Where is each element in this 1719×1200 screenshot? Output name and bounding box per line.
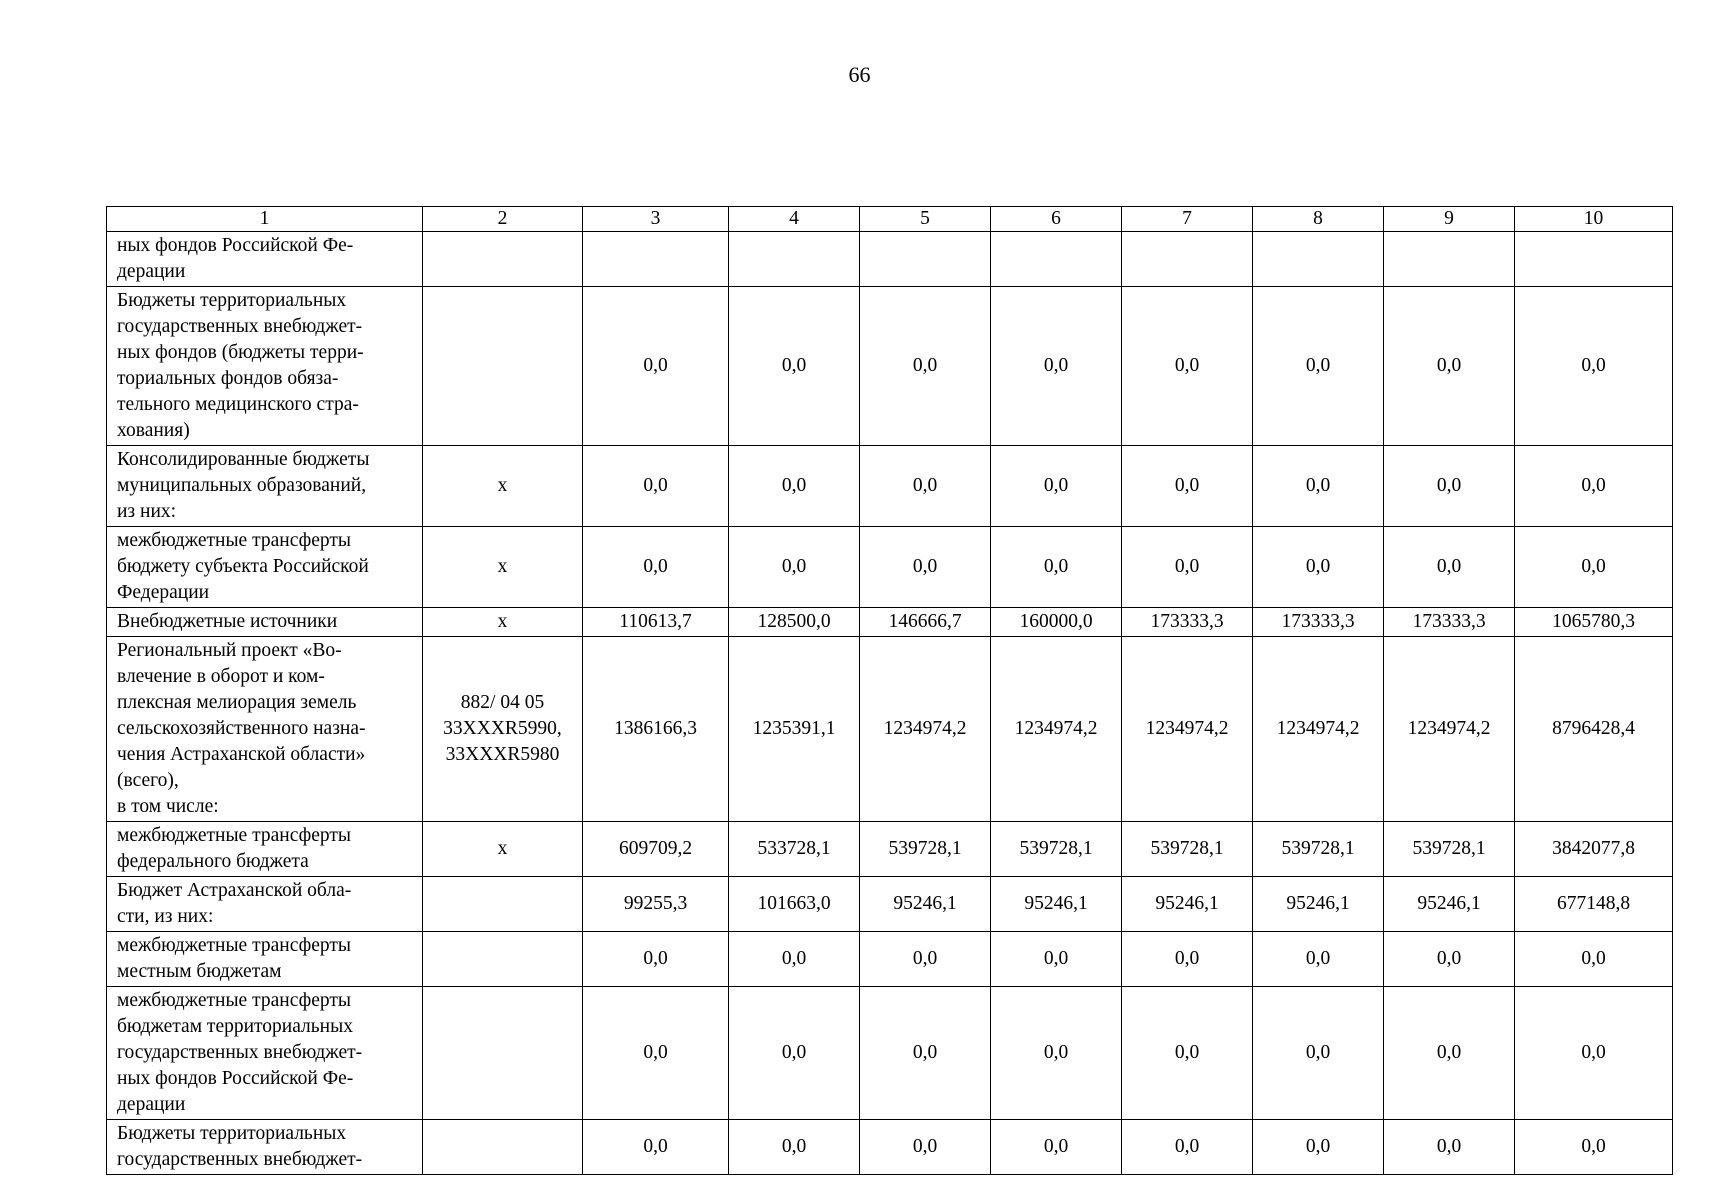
value-cell: 95246,1 <box>991 877 1122 932</box>
row-code <box>423 1120 583 1175</box>
value-cell: 1235391,1 <box>729 637 860 822</box>
value-cell: 0,0 <box>1384 527 1515 608</box>
value-cell: 0,0 <box>1515 1120 1673 1175</box>
row-code: x <box>423 608 583 637</box>
column-number: 4 <box>729 207 860 232</box>
row-name: ных фондов Российской Фе- дерации <box>107 232 423 287</box>
value-cell: 0,0 <box>1515 446 1673 527</box>
value-cell <box>860 232 991 287</box>
row-name: Бюджеты территориальных государственных внебюджет- ных фондов (бюджеты терри- ториальных фондов обяза- тельного медицинского стра- хования) <box>107 287 423 446</box>
value-cell: 101663,0 <box>729 877 860 932</box>
value-cell: 0,0 <box>1515 932 1673 987</box>
value-cell: 0,0 <box>991 527 1122 608</box>
value-cell <box>1253 232 1384 287</box>
value-cell: 609709,2 <box>583 822 729 877</box>
table-row <box>107 527 1673 608</box>
value-cell: 0,0 <box>1122 932 1253 987</box>
value-cell: 0,0 <box>991 932 1122 987</box>
value-cell: 0,0 <box>1515 527 1673 608</box>
row-name: Внебюджетные источники <box>107 608 423 637</box>
row-name: межбюджетные трансферты бюджетам территориальных государственных внебюджет- ных фондов Российской Фе- дерации <box>107 987 423 1120</box>
value-cell <box>729 232 860 287</box>
table-row <box>107 822 1673 877</box>
row-name: Бюджеты территориальных государственных внебюджет- <box>107 1120 423 1175</box>
value-cell: 539728,1 <box>860 822 991 877</box>
column-number: 6 <box>991 207 1122 232</box>
column-number: 10 <box>1515 207 1673 232</box>
value-cell: 95246,1 <box>1122 877 1253 932</box>
value-cell: 0,0 <box>860 1120 991 1175</box>
value-cell: 1234974,2 <box>1122 637 1253 822</box>
value-cell: 0,0 <box>1384 987 1515 1120</box>
row-code <box>423 932 583 987</box>
value-cell <box>1122 232 1253 287</box>
value-cell: 0,0 <box>860 287 991 446</box>
row-name: Региональный проект «Во- влечение в оборот и ком- плексная мелиорация земель сельскохозяйственного назна- чения Астраханской области» (всего), в том числе: <box>107 637 423 822</box>
budget-table <box>106 206 1673 1175</box>
table-row <box>107 987 1673 1120</box>
row-code <box>423 287 583 446</box>
column-number: 9 <box>1384 207 1515 232</box>
value-cell: 173333,3 <box>1253 608 1384 637</box>
value-cell: 0,0 <box>729 1120 860 1175</box>
value-cell: 0,0 <box>1253 527 1384 608</box>
value-cell: 0,0 <box>1122 527 1253 608</box>
row-name: Консолидированные бюджеты муниципальных образований, из них: <box>107 446 423 527</box>
value-cell: 1234974,2 <box>1384 637 1515 822</box>
row-name: межбюджетные трансферты местным бюджетам <box>107 932 423 987</box>
value-cell: 1065780,3 <box>1515 608 1673 637</box>
value-cell <box>583 232 729 287</box>
value-cell: 539728,1 <box>1253 822 1384 877</box>
table-row <box>107 932 1673 987</box>
value-cell: 110613,7 <box>583 608 729 637</box>
value-cell: 0,0 <box>1253 446 1384 527</box>
value-cell: 0,0 <box>860 527 991 608</box>
value-cell: 0,0 <box>1515 287 1673 446</box>
value-cell: 0,0 <box>583 987 729 1120</box>
value-cell: 95246,1 <box>1384 877 1515 932</box>
value-cell: 0,0 <box>729 932 860 987</box>
value-cell: 1234974,2 <box>860 637 991 822</box>
value-cell: 0,0 <box>860 446 991 527</box>
value-cell: 539728,1 <box>1384 822 1515 877</box>
value-cell: 0,0 <box>729 287 860 446</box>
value-cell: 128500,0 <box>729 608 860 637</box>
value-cell: 95246,1 <box>1253 877 1384 932</box>
value-cell: 0,0 <box>860 987 991 1120</box>
row-name: межбюджетные трансферты федерального бюджета <box>107 822 423 877</box>
value-cell: 0,0 <box>1122 1120 1253 1175</box>
table-row <box>107 1120 1673 1175</box>
table-row <box>107 232 1673 287</box>
column-number: 1 <box>107 207 423 232</box>
value-cell: 0,0 <box>729 527 860 608</box>
value-cell: 0,0 <box>583 932 729 987</box>
table-row <box>107 446 1673 527</box>
value-cell <box>1515 232 1673 287</box>
value-cell: 539728,1 <box>991 822 1122 877</box>
value-cell: 0,0 <box>991 1120 1122 1175</box>
value-cell: 3842077,8 <box>1515 822 1673 877</box>
value-cell: 0,0 <box>1122 987 1253 1120</box>
table-row <box>107 637 1673 822</box>
value-cell <box>991 232 1122 287</box>
value-cell: 0,0 <box>1384 287 1515 446</box>
value-cell: 1386166,3 <box>583 637 729 822</box>
column-number: 5 <box>860 207 991 232</box>
table-row <box>107 287 1673 446</box>
value-cell: 0,0 <box>991 446 1122 527</box>
column-number: 2 <box>423 207 583 232</box>
table-row <box>107 877 1673 932</box>
value-cell: 99255,3 <box>583 877 729 932</box>
value-cell: 146666,7 <box>860 608 991 637</box>
value-cell: 0,0 <box>1253 287 1384 446</box>
value-cell: 0,0 <box>1515 987 1673 1120</box>
value-cell: 173333,3 <box>1384 608 1515 637</box>
value-cell: 0,0 <box>1253 932 1384 987</box>
row-code: x <box>423 527 583 608</box>
value-cell: 0,0 <box>991 987 1122 1120</box>
value-cell: 0,0 <box>1253 987 1384 1120</box>
row-code <box>423 987 583 1120</box>
value-cell: 539728,1 <box>1122 822 1253 877</box>
value-cell: 533728,1 <box>729 822 860 877</box>
value-cell: 0,0 <box>1122 287 1253 446</box>
value-cell: 173333,3 <box>1122 608 1253 637</box>
row-code: 882/ 04 05 33XXXR5990, 33XXXR5980 <box>423 637 583 822</box>
column-number: 3 <box>583 207 729 232</box>
row-code <box>423 232 583 287</box>
value-cell: 0,0 <box>1122 446 1253 527</box>
value-cell: 0,0 <box>1253 1120 1384 1175</box>
row-code: x <box>423 822 583 877</box>
table-row <box>107 608 1673 637</box>
value-cell: 0,0 <box>583 287 729 446</box>
value-cell: 677148,8 <box>1515 877 1673 932</box>
value-cell: 0,0 <box>729 987 860 1120</box>
value-cell: 0,0 <box>583 527 729 608</box>
row-name: межбюджетные трансферты бюджету субъекта Российской Федерации <box>107 527 423 608</box>
value-cell: 0,0 <box>583 1120 729 1175</box>
column-number-row <box>107 207 1673 232</box>
value-cell <box>1384 232 1515 287</box>
column-number: 8 <box>1253 207 1384 232</box>
value-cell: 0,0 <box>1384 932 1515 987</box>
row-name: Бюджет Астраханской обла- сти, из них: <box>107 877 423 932</box>
column-number: 7 <box>1122 207 1253 232</box>
value-cell: 0,0 <box>583 446 729 527</box>
value-cell: 160000,0 <box>991 608 1122 637</box>
value-cell: 1234974,2 <box>991 637 1122 822</box>
page-number: 66 <box>848 62 871 87</box>
value-cell: 0,0 <box>1384 446 1515 527</box>
value-cell: 8796428,4 <box>1515 637 1673 822</box>
value-cell: 1234974,2 <box>1253 637 1384 822</box>
table-body <box>107 207 1673 1175</box>
value-cell: 95246,1 <box>860 877 991 932</box>
value-cell: 0,0 <box>729 446 860 527</box>
row-code <box>423 877 583 932</box>
value-cell: 0,0 <box>1384 1120 1515 1175</box>
value-cell: 0,0 <box>860 932 991 987</box>
value-cell: 0,0 <box>991 287 1122 446</box>
row-code: x <box>423 446 583 527</box>
